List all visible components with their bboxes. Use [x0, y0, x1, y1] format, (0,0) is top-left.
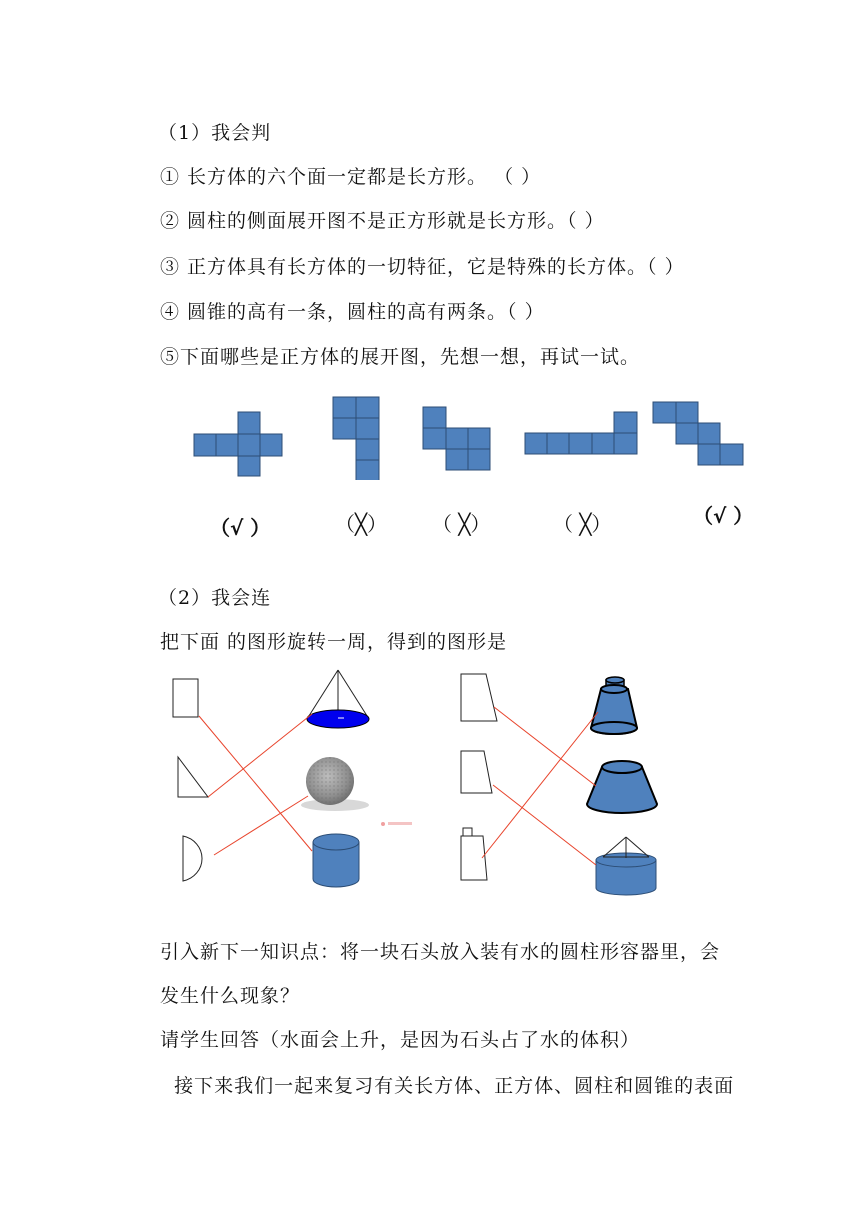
question-3: ③ 正方体具有长方体的一切特征，它是特殊的长方体。（ ）	[160, 256, 685, 278]
question-4: ④ 圆锥的高有一条，圆柱的高有两条。（ ）	[160, 301, 545, 323]
question-2: ② 圆柱的侧面展开图不是正方形就是长方形。（ ）	[160, 210, 605, 232]
answer-net-2: （╳）	[335, 512, 388, 536]
connector-lines	[199, 707, 598, 865]
frustum-with-cylinder-solid	[591, 677, 637, 734]
answer-net-5: （√ ）	[693, 504, 754, 528]
trapezoid-shape-1	[461, 674, 497, 721]
answer-net-4: （ ╳）	[553, 512, 612, 536]
connector-semicircle-sphere	[214, 796, 308, 855]
question-1: ① 长方体的六个面一定都是长方形。 （ ）	[160, 166, 542, 188]
right-triangle-shape	[178, 757, 208, 797]
section2-prompt: 把下面 的图形旋转一周，得到的图形是	[160, 631, 508, 653]
connector-rectangle-cylinder	[199, 716, 312, 851]
paragraph-1: 引入新下一知识点：将一块石头放入装有水的圆柱形容器里，会	[160, 941, 721, 963]
composite-shape	[461, 828, 487, 880]
question-5: ⑤下面哪些是正方体的展开图，先想一想，再试一试。	[160, 346, 641, 368]
paragraph-2: 发生什么现象？	[160, 985, 301, 1007]
cone-solid	[307, 670, 369, 728]
answer-net-1: （√ ）	[210, 516, 271, 540]
trapezoid-shape-2	[461, 751, 492, 793]
semicircle-shape	[183, 836, 202, 881]
paragraph-4: 接下来我们一起来复习有关长方体、正方体、圆柱和圆锥的表面	[160, 1075, 735, 1097]
section2-title: （2）我会连	[158, 587, 272, 609]
rectangle-shape	[173, 679, 198, 717]
paragraph-3: 请学生回答（水面会上升，是因为石头占了水的体积）	[160, 1029, 641, 1051]
section1-title: （1）我会判	[158, 122, 272, 144]
frustum-solid	[587, 761, 657, 813]
connector-triangle-cone	[208, 714, 312, 797]
cylinder-with-cone-solid	[596, 837, 656, 895]
connector-trapezoid1-frustum	[494, 707, 596, 786]
sphere-solid	[301, 757, 369, 811]
cylinder-solid	[313, 834, 359, 887]
answer-net-3: （ ╳）	[432, 512, 491, 536]
small-watermark-logo	[381, 822, 412, 826]
connector-composite-frustum-cylinder	[482, 712, 598, 858]
